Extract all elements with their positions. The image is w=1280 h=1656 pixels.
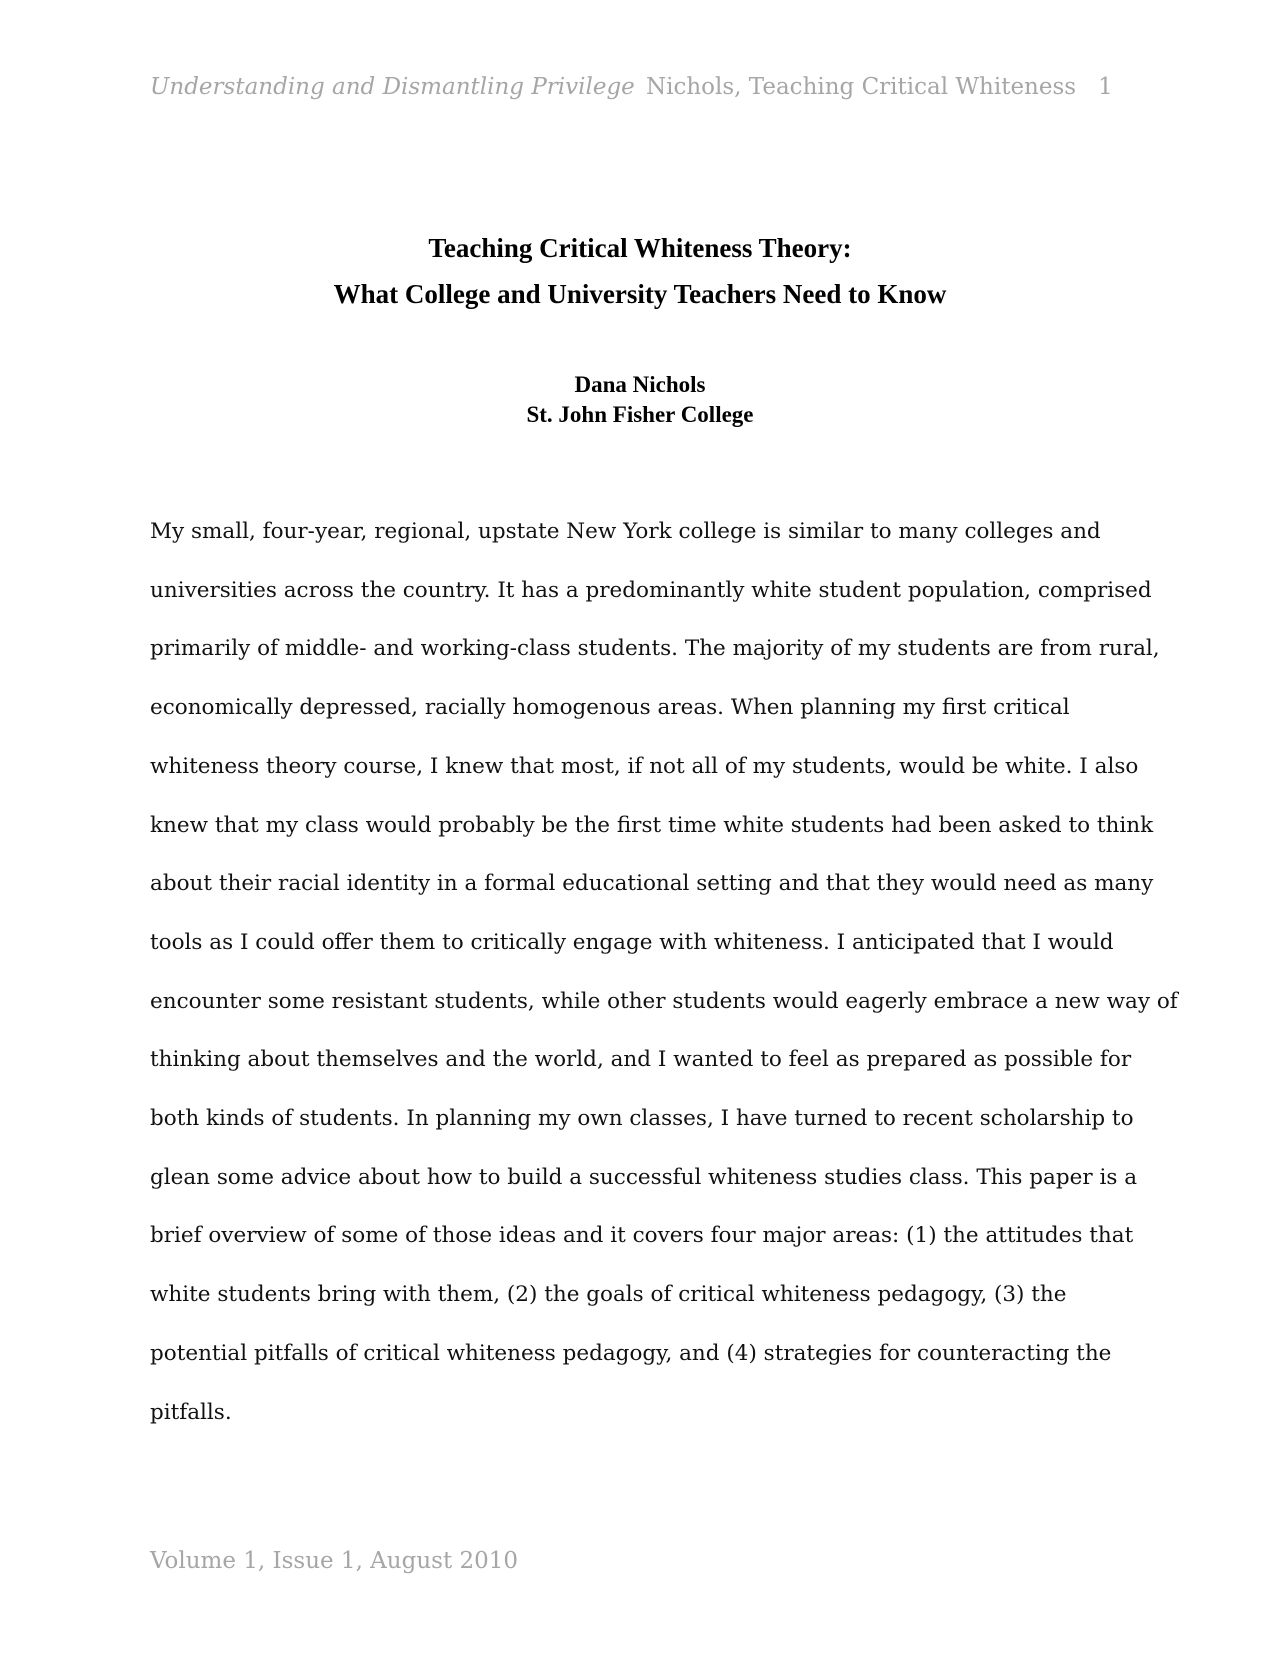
paper-title — [0, 225, 1280, 317]
body-line: whiteness theory course, I knew that most, if not all of my students, would be white. I also — [150, 753, 1139, 779]
body-line: knew that my class would probably be the first time white students had been asked to think — [150, 812, 1154, 838]
body-line: both kinds of students. In planning my own classes, I have turned to recent scholarship to — [150, 1106, 1134, 1132]
body-line: pitfalls. — [150, 1399, 232, 1425]
page-number: 1 — [1098, 74, 1113, 100]
author-affiliation: St. John Fisher College — [526, 402, 754, 427]
body-line: about their racial identity in a formal educational setting and that they would need as many — [150, 871, 1154, 897]
title-line-2: What College and University Teachers Need to Know — [333, 279, 947, 309]
body-line: universities across the country. It has a predominantly white student population, comprised — [150, 577, 1152, 603]
page-footer: Volume 1, Issue 1, August 2010 — [150, 1548, 519, 1574]
body-line: tools as I could offer them to critically engage with whiteness. I anticipated that I would — [150, 929, 1114, 955]
body-line: brief overview of some of those ideas and it covers four major areas: (1) the attitudes that — [150, 1223, 1134, 1249]
body-line: economically depressed, racially homogenous areas. When planning my first critical — [150, 695, 1070, 721]
title-line-1: Teaching Critical Whiteness Theory: — [428, 233, 852, 263]
body-line: glean some advice about how to build a successful whiteness studies class. This paper is a — [150, 1164, 1138, 1190]
author-block — [0, 370, 1280, 430]
body-line: white students bring with them, (2) the goals of critical whiteness pedagogy, (3) the — [150, 1282, 1067, 1308]
body-line: My small, four-year, regional, upstate New York college is similar to many colleges and — [150, 519, 1101, 544]
running-head-journal: Understanding and Dismantling Privilege — [150, 74, 635, 100]
author-name: Dana Nichols — [574, 372, 706, 397]
body-line: primarily of middle- and working-class students. The majority of my students are from rural, — [150, 636, 1160, 662]
body-line: thinking about themselves and the world, and I wanted to feel as prepared as possible for — [150, 1047, 1132, 1073]
body-paragraph — [150, 503, 1178, 1442]
body-line: encounter some resistant students, while other students would eagerly embrace a new way of — [150, 988, 1178, 1014]
body-line: potential pitfalls of critical whiteness pedagogy, and (4) strategies for counteracting the — [150, 1340, 1112, 1366]
running-head-short-title: Nichols, Teaching Critical Whiteness — [646, 74, 1077, 100]
running-head-author — [646, 74, 1113, 100]
